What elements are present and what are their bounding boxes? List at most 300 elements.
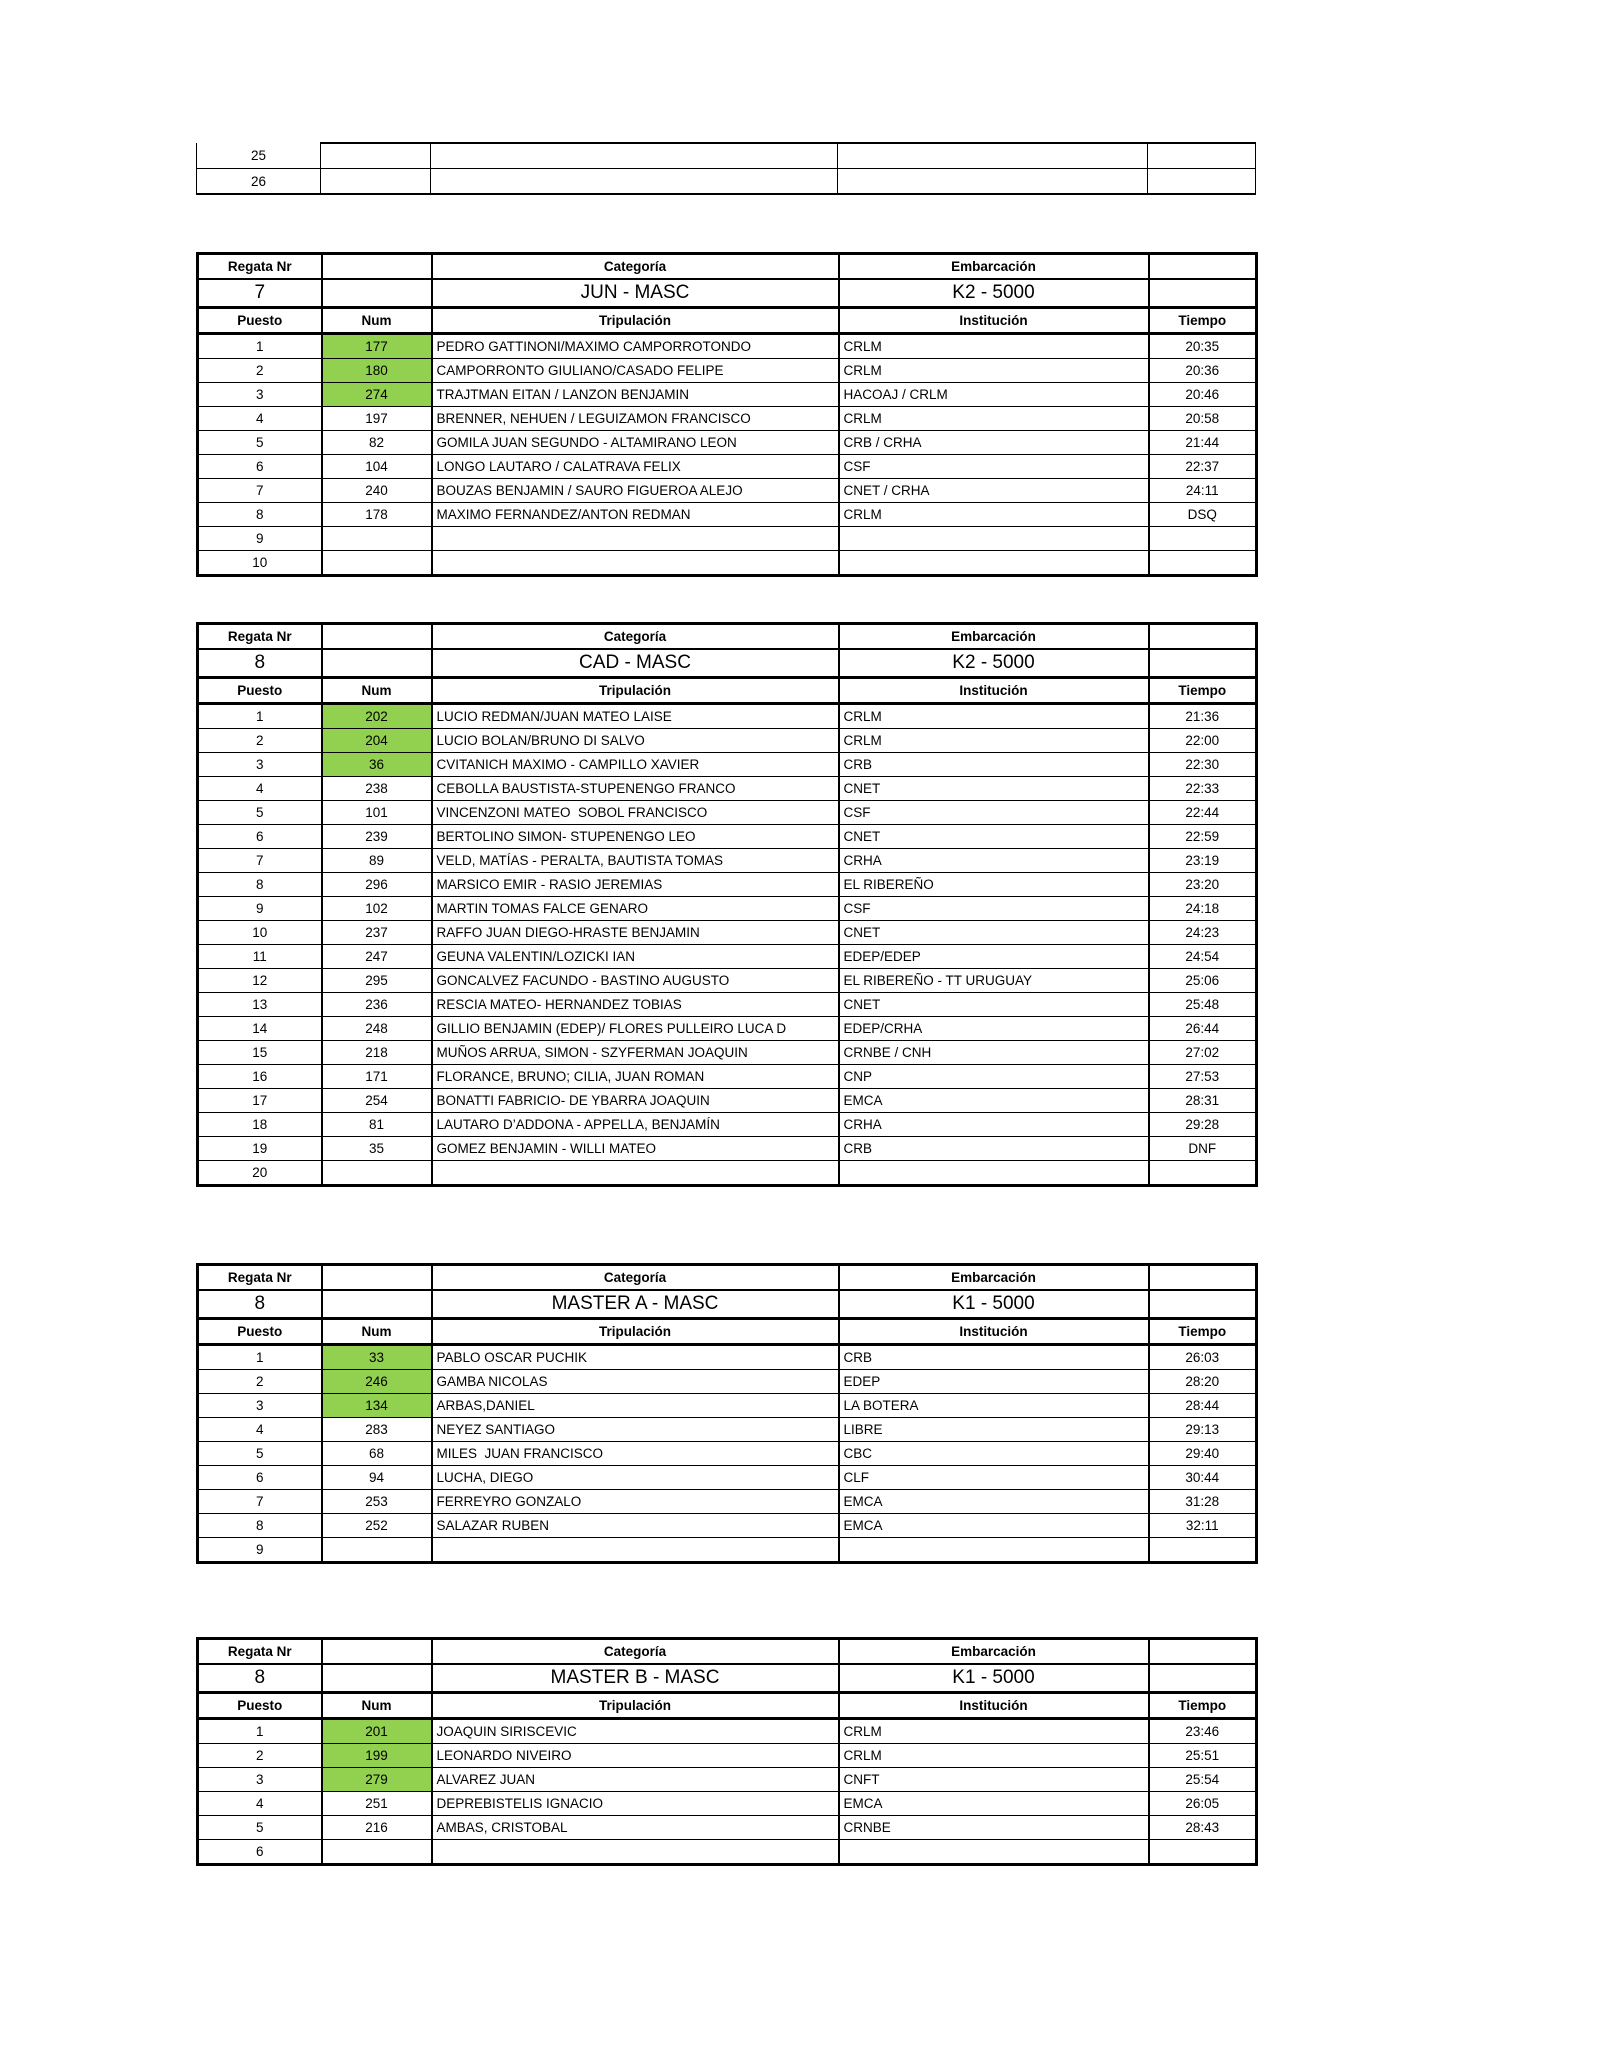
regata-table-8-2 — [196, 622, 1258, 1187]
num-cell: 197 — [322, 407, 432, 431]
overflow-row — [197, 169, 1256, 195]
puesto-cell: 5 — [198, 431, 322, 455]
tripulacion-cell: GAMBA NICOLAS — [432, 1370, 839, 1394]
puesto-cell: 17 — [198, 1089, 322, 1113]
tiempo-cell: 24:54 — [1149, 945, 1257, 969]
result-row — [198, 849, 1257, 873]
tiempo-cell: 32:11 — [1149, 1514, 1257, 1538]
tiempo-cell — [1149, 527, 1257, 551]
num-cell: 236 — [322, 993, 432, 1017]
result-row — [198, 1538, 1257, 1563]
puesto-cell: 19 — [198, 1137, 322, 1161]
result-row — [198, 1840, 1257, 1865]
tripulacion-cell: CEBOLLA BAUSTISTA-STUPENENGO FRANCO — [432, 777, 839, 801]
institucion-cell: CRNBE — [839, 1816, 1149, 1840]
tiempo-cell: 22:37 — [1149, 455, 1257, 479]
tiempo-cell: 25:51 — [1149, 1744, 1257, 1768]
num-cell: 218 — [322, 1041, 432, 1065]
puesto-cell: 2 — [198, 1370, 322, 1394]
tiempo-cell: 27:53 — [1149, 1065, 1257, 1089]
result-row — [198, 777, 1257, 801]
result-row — [198, 825, 1257, 849]
regata-table-body — [198, 1639, 1257, 1865]
embarcacion-label: Embarcación — [839, 1265, 1149, 1291]
institucion-cell — [839, 1538, 1149, 1563]
institucion-cell — [838, 143, 1148, 169]
institucion-cell: CRB / CRHA — [839, 431, 1149, 455]
embarcacion-value: K1 - 5000 — [839, 1290, 1149, 1319]
tripulacion-cell: ARBAS,DANIEL — [432, 1394, 839, 1418]
result-row — [198, 1370, 1257, 1394]
puesto-cell: 14 — [198, 1017, 322, 1041]
table-header-row — [198, 1265, 1257, 1291]
tripulacion-cell: CAMPORRONTO GIULIANO/CASADO FELIPE — [432, 359, 839, 383]
puesto-cell: 11 — [198, 945, 322, 969]
result-row — [198, 527, 1257, 551]
tripulacion-cell: LONGO LAUTARO / CALATRAVA FELIX — [432, 455, 839, 479]
categoria-label: Categoría — [432, 254, 839, 280]
institucion-cell: CRLM — [839, 1719, 1149, 1744]
result-row — [198, 1345, 1257, 1370]
num-cell — [321, 143, 431, 169]
num-cell: 81 — [322, 1113, 432, 1137]
result-row — [198, 1719, 1257, 1744]
category-row — [198, 279, 1257, 308]
institucion-cell: EDEP/EDEP — [839, 945, 1149, 969]
regata-table-body — [198, 1265, 1257, 1563]
tiempo-cell: 25:48 — [1149, 993, 1257, 1017]
tripulacion-cell: GOMILA JUAN SEGUNDO - ALTAMIRANO LEON — [432, 431, 839, 455]
institucion-cell: LA BOTERA — [839, 1394, 1149, 1418]
result-row — [198, 945, 1257, 969]
regata-nr-label: Regata Nr — [198, 624, 322, 650]
num-cell: 202 — [322, 704, 432, 729]
embarcacion-label: Embarcación — [839, 1639, 1149, 1665]
result-row — [198, 1017, 1257, 1041]
tripulacion-cell: MUÑOS ARRUA, SIMON - SZYFERMAN JOAQUIN — [432, 1041, 839, 1065]
puesto-label: Puesto — [198, 1693, 322, 1719]
tripulacion-cell — [432, 1161, 839, 1186]
blank-header-cell — [322, 624, 432, 650]
institucion-label: Institución — [839, 678, 1149, 704]
blank-cell — [1149, 279, 1257, 308]
institucion-cell: EMCA — [839, 1514, 1149, 1538]
result-row — [198, 921, 1257, 945]
tiempo-cell — [1149, 1840, 1257, 1865]
puesto-cell: 5 — [198, 801, 322, 825]
institucion-label: Institución — [839, 1319, 1149, 1345]
result-row — [198, 801, 1257, 825]
tripulacion-cell: SALAZAR RUBEN — [432, 1514, 839, 1538]
tripulacion-cell: ALVAREZ JUAN — [432, 1768, 839, 1792]
tiempo-cell — [1148, 143, 1256, 169]
tripulacion-cell: DEPREBISTELIS IGNACIO — [432, 1792, 839, 1816]
blank-header-cell — [1149, 254, 1257, 280]
tripulacion-cell: PEDRO GATTINONI/MAXIMO CAMPORROTONDO — [432, 334, 839, 359]
tripulacion-cell: LUCHA, DIEGO — [432, 1466, 839, 1490]
result-row — [198, 969, 1257, 993]
regata-table-7-1 — [196, 252, 1258, 577]
puesto-cell: 8 — [198, 503, 322, 527]
tiempo-label: Tiempo — [1149, 308, 1257, 334]
overflow-table — [196, 142, 1256, 195]
column-header-row — [198, 308, 1257, 334]
result-row — [198, 873, 1257, 897]
num-cell: 239 — [322, 825, 432, 849]
num-cell: 204 — [322, 729, 432, 753]
puesto-cell: 1 — [198, 334, 322, 359]
institucion-cell: CLF — [839, 1466, 1149, 1490]
institucion-cell: CRLM — [839, 503, 1149, 527]
result-row — [198, 1490, 1257, 1514]
num-cell: 247 — [322, 945, 432, 969]
num-cell: 201 — [322, 1719, 432, 1744]
institucion-label: Institución — [839, 1693, 1149, 1719]
institucion-cell: EMCA — [839, 1490, 1149, 1514]
tripulacion-cell: GONCALVEZ FACUNDO - BASTINO AUGUSTO — [432, 969, 839, 993]
tripulacion-cell — [432, 1538, 839, 1563]
tiempo-cell: 25:06 — [1149, 969, 1257, 993]
tripulacion-label: Tripulación — [432, 1319, 839, 1345]
num-cell: 177 — [322, 334, 432, 359]
tiempo-cell: 22:33 — [1149, 777, 1257, 801]
regata-nr-value: 8 — [198, 649, 322, 678]
tripulacion-cell: TRAJTMAN EITAN / LANZON BENJAMIN — [432, 383, 839, 407]
result-row — [198, 1514, 1257, 1538]
num-cell — [322, 551, 432, 576]
embarcacion-label: Embarcación — [839, 624, 1149, 650]
puesto-cell: 4 — [198, 407, 322, 431]
tiempo-cell: 20:46 — [1149, 383, 1257, 407]
num-cell: 283 — [322, 1418, 432, 1442]
tripulacion-cell: JOAQUIN SIRISCEVIC — [432, 1719, 839, 1744]
regata-nr-value: 8 — [198, 1290, 322, 1319]
tiempo-cell: 28:31 — [1149, 1089, 1257, 1113]
tiempo-cell: 24:18 — [1149, 897, 1257, 921]
result-row — [198, 1816, 1257, 1840]
puesto-cell: 3 — [198, 383, 322, 407]
tiempo-cell — [1148, 169, 1256, 195]
tripulacion-cell: FLORANCE, BRUNO; CILIA, JUAN ROMAN — [432, 1065, 839, 1089]
institucion-cell: CSF — [839, 801, 1149, 825]
result-row — [198, 704, 1257, 729]
embarcacion-label: Embarcación — [839, 254, 1149, 280]
blank-header-cell — [322, 1265, 432, 1291]
tiempo-cell: DNF — [1149, 1137, 1257, 1161]
institucion-cell: LIBRE — [839, 1418, 1149, 1442]
institucion-cell: CRLM — [839, 704, 1149, 729]
tiempo-cell: 20:36 — [1149, 359, 1257, 383]
tiempo-cell: 29:28 — [1149, 1113, 1257, 1137]
result-row — [198, 1137, 1257, 1161]
num-label: Num — [322, 678, 432, 704]
num-cell: 254 — [322, 1089, 432, 1113]
num-cell: 199 — [322, 1744, 432, 1768]
tiempo-cell: 22:30 — [1149, 753, 1257, 777]
tiempo-cell: 29:13 — [1149, 1418, 1257, 1442]
tripulacion-cell: RAFFO JUAN DIEGO-HRASTE BENJAMIN — [432, 921, 839, 945]
institucion-cell: CNET — [839, 825, 1149, 849]
regata-nr-label: Regata Nr — [198, 1265, 322, 1291]
blank-header-cell — [322, 1639, 432, 1665]
tiempo-cell — [1149, 1538, 1257, 1563]
tiempo-cell — [1149, 551, 1257, 576]
blank-cell — [322, 649, 432, 678]
categoria-label: Categoría — [432, 624, 839, 650]
institucion-cell: CNP — [839, 1065, 1149, 1089]
num-cell: 248 — [322, 1017, 432, 1041]
regata-nr-value: 7 — [198, 279, 322, 308]
institucion-cell: CNET — [839, 777, 1149, 801]
tripulacion-cell — [431, 169, 838, 195]
categoria-value: MASTER A - MASC — [432, 1290, 839, 1319]
tiempo-cell: 26:03 — [1149, 1345, 1257, 1370]
result-row — [198, 1394, 1257, 1418]
puesto-cell: 2 — [198, 1744, 322, 1768]
puesto-cell: 13 — [198, 993, 322, 1017]
categoria-label: Categoría — [432, 1639, 839, 1665]
blank-cell — [322, 1664, 432, 1693]
tiempo-cell: 26:44 — [1149, 1017, 1257, 1041]
num-cell — [322, 527, 432, 551]
tiempo-cell: 23:20 — [1149, 873, 1257, 897]
regata-table-8-3 — [196, 1263, 1258, 1564]
tiempo-cell: 28:20 — [1149, 1370, 1257, 1394]
num-cell: 178 — [322, 503, 432, 527]
tiempo-label: Tiempo — [1149, 1319, 1257, 1345]
tripulacion-cell: MARSICO EMIR - RASIO JEREMIAS — [432, 873, 839, 897]
puesto-cell: 6 — [198, 825, 322, 849]
puesto-cell: 8 — [198, 873, 322, 897]
tiempo-cell: 20:35 — [1149, 334, 1257, 359]
institucion-cell: CRB — [839, 1137, 1149, 1161]
tiempo-cell: 22:44 — [1149, 801, 1257, 825]
institucion-cell: CRB — [839, 1345, 1149, 1370]
num-cell: 89 — [322, 849, 432, 873]
institucion-cell: CNET / CRHA — [839, 479, 1149, 503]
tripulacion-cell: MILES JUAN FRANCISCO — [432, 1442, 839, 1466]
tripulacion-cell — [432, 527, 839, 551]
num-label: Num — [322, 1319, 432, 1345]
result-row — [198, 1113, 1257, 1137]
tiempo-cell: 28:44 — [1149, 1394, 1257, 1418]
tripulacion-cell: GOMEZ BENJAMIN - WILLI MATEO — [432, 1137, 839, 1161]
puesto-cell: 5 — [198, 1816, 322, 1840]
puesto-cell: 1 — [198, 704, 322, 729]
num-cell: 134 — [322, 1394, 432, 1418]
tiempo-cell: 23:46 — [1149, 1719, 1257, 1744]
regata-nr-label: Regata Nr — [198, 1639, 322, 1665]
tiempo-cell: 22:00 — [1149, 729, 1257, 753]
tripulacion-cell: LAUTARO D’ADDONA - APPELLA, BENJAMÍN — [432, 1113, 839, 1137]
puesto-cell: 3 — [198, 1394, 322, 1418]
tripulacion-label: Tripulación — [432, 308, 839, 334]
tripulacion-cell: BERTOLINO SIMON- STUPENENGO LEO — [432, 825, 839, 849]
tiempo-cell: DSQ — [1149, 503, 1257, 527]
result-row — [198, 1744, 1257, 1768]
blank-cell — [1149, 1290, 1257, 1319]
institucion-cell: EDEP — [839, 1370, 1149, 1394]
num-label: Num — [322, 308, 432, 334]
result-row — [198, 1418, 1257, 1442]
num-cell: 102 — [322, 897, 432, 921]
institucion-label: Institución — [839, 308, 1149, 334]
tripulacion-cell: BRENNER, NEHUEN / LEGUIZAMON FRANCISCO — [432, 407, 839, 431]
institucion-cell: CNET — [839, 993, 1149, 1017]
puesto-cell: 9 — [198, 527, 322, 551]
blank-header-cell — [322, 254, 432, 280]
num-cell: 295 — [322, 969, 432, 993]
embarcacion-value: K2 - 5000 — [839, 649, 1149, 678]
tiempo-cell: 24:23 — [1149, 921, 1257, 945]
num-cell: 252 — [322, 1514, 432, 1538]
category-row — [198, 649, 1257, 678]
tripulacion-label: Tripulación — [432, 678, 839, 704]
overflow-row — [197, 143, 1256, 169]
puesto-cell: 5 — [198, 1442, 322, 1466]
tiempo-cell: 26:05 — [1149, 1792, 1257, 1816]
tripulacion-cell: FERREYRO GONZALO — [432, 1490, 839, 1514]
puesto-cell: 2 — [198, 729, 322, 753]
tiempo-cell: 21:44 — [1149, 431, 1257, 455]
tripulacion-cell — [432, 551, 839, 576]
result-row — [198, 407, 1257, 431]
tripulacion-cell: LEONARDO NIVEIRO — [432, 1744, 839, 1768]
puesto-label: Puesto — [198, 308, 322, 334]
puesto-cell: 7 — [198, 849, 322, 873]
regata-table-body — [198, 624, 1257, 1186]
num-cell — [322, 1161, 432, 1186]
result-row — [198, 503, 1257, 527]
result-row — [198, 1442, 1257, 1466]
column-header-row — [198, 678, 1257, 704]
result-row — [198, 1041, 1257, 1065]
institucion-cell: CRHA — [839, 1113, 1149, 1137]
result-row — [198, 753, 1257, 777]
num-cell: 296 — [322, 873, 432, 897]
tripulacion-cell: MAXIMO FERNANDEZ/ANTON REDMAN — [432, 503, 839, 527]
blank-header-cell — [1149, 1639, 1257, 1665]
puesto-cell: 4 — [198, 1418, 322, 1442]
tripulacion-cell: BONATTI FABRICIO- DE YBARRA JOAQUIN — [432, 1089, 839, 1113]
categoria-label: Categoría — [432, 1265, 839, 1291]
puesto-cell: 18 — [198, 1113, 322, 1137]
puesto-cell: 9 — [198, 897, 322, 921]
puesto-cell: 7 — [198, 479, 322, 503]
num-cell: 68 — [322, 1442, 432, 1466]
puesto-cell: 15 — [198, 1041, 322, 1065]
puesto-cell: 16 — [198, 1065, 322, 1089]
institucion-cell: CRLM — [839, 1744, 1149, 1768]
result-row — [198, 729, 1257, 753]
blank-cell — [322, 279, 432, 308]
blank-header-cell — [1149, 1265, 1257, 1291]
tripulacion-cell: PABLO OSCAR PUCHIK — [432, 1345, 839, 1370]
institucion-cell: CRNBE / CNH — [839, 1041, 1149, 1065]
tripulacion-cell — [432, 1840, 839, 1865]
tiempo-label: Tiempo — [1149, 1693, 1257, 1719]
tripulacion-cell: BOUZAS BENJAMIN / SAURO FIGUEROA ALEJO — [432, 479, 839, 503]
tripulacion-cell: MARTIN TOMAS FALCE GENARO — [432, 897, 839, 921]
institucion-cell: EL RIBEREÑO — [839, 873, 1149, 897]
tripulacion-cell — [431, 143, 838, 169]
result-row — [198, 897, 1257, 921]
puesto-cell: 2 — [198, 359, 322, 383]
column-header-row — [198, 1319, 1257, 1345]
puesto-cell: 3 — [198, 753, 322, 777]
institucion-cell: CRLM — [839, 407, 1149, 431]
tiempo-label: Tiempo — [1149, 678, 1257, 704]
puesto-cell: 8 — [198, 1514, 322, 1538]
num-label: Num — [322, 1693, 432, 1719]
result-row — [198, 1161, 1257, 1186]
num-cell: 82 — [322, 431, 432, 455]
puesto-label: Puesto — [198, 1319, 322, 1345]
puesto-cell: 6 — [198, 455, 322, 479]
num-cell: 216 — [322, 1816, 432, 1840]
overflow-table-body — [197, 143, 1256, 194]
puesto-cell: 9 — [198, 1538, 322, 1563]
tripulacion-cell: VINCENZONI MATEO SOBOL FRANCISCO — [432, 801, 839, 825]
tiempo-cell: 29:40 — [1149, 1442, 1257, 1466]
tiempo-cell: 22:59 — [1149, 825, 1257, 849]
tripulacion-cell: LUCIO BOLAN/BRUNO DI SALVO — [432, 729, 839, 753]
categoria-value: JUN - MASC — [432, 279, 839, 308]
categoria-value: MASTER B - MASC — [432, 1664, 839, 1693]
num-cell: 180 — [322, 359, 432, 383]
result-row — [198, 1466, 1257, 1490]
num-cell: 246 — [322, 1370, 432, 1394]
institucion-cell — [839, 551, 1149, 576]
institucion-cell — [838, 169, 1148, 195]
institucion-cell: CSF — [839, 455, 1149, 479]
table-header-row — [198, 624, 1257, 650]
tiempo-cell: 24:11 — [1149, 479, 1257, 503]
tiempo-cell — [1149, 1161, 1257, 1186]
category-row — [198, 1664, 1257, 1693]
institucion-cell: CRHA — [839, 849, 1149, 873]
result-row — [198, 1792, 1257, 1816]
puesto-cell: 20 — [198, 1161, 322, 1186]
table-header-row — [198, 254, 1257, 280]
puesto-cell: 7 — [198, 1490, 322, 1514]
institucion-cell — [839, 1161, 1149, 1186]
institucion-cell: EL RIBEREÑO - TT URUGUAY — [839, 969, 1149, 993]
blank-header-cell — [1149, 624, 1257, 650]
num-cell: 94 — [322, 1466, 432, 1490]
puesto-cell: 4 — [198, 1792, 322, 1816]
puesto-cell: 12 — [198, 969, 322, 993]
institucion-cell: CRLM — [839, 334, 1149, 359]
result-row — [198, 431, 1257, 455]
tripulacion-cell: AMBAS, CRISTOBAL — [432, 1816, 839, 1840]
puesto-cell: 26 — [197, 169, 321, 195]
puesto-cell: 10 — [198, 551, 322, 576]
institucion-cell: CRLM — [839, 359, 1149, 383]
num-cell: 104 — [322, 455, 432, 479]
category-row — [198, 1290, 1257, 1319]
institucion-cell: HACOAJ / CRLM — [839, 383, 1149, 407]
institucion-cell — [839, 527, 1149, 551]
tripulacion-cell: GEUNA VALENTIN/LOZICKI IAN — [432, 945, 839, 969]
tripulacion-cell: GILLIO BENJAMIN (EDEP)/ FLORES PULLEIRO LUCA D — [432, 1017, 839, 1041]
num-cell: 240 — [322, 479, 432, 503]
tiempo-cell: 31:28 — [1149, 1490, 1257, 1514]
tripulacion-label: Tripulación — [432, 1693, 839, 1719]
puesto-cell: 25 — [197, 143, 321, 169]
num-cell: 251 — [322, 1792, 432, 1816]
blank-cell — [322, 1290, 432, 1319]
